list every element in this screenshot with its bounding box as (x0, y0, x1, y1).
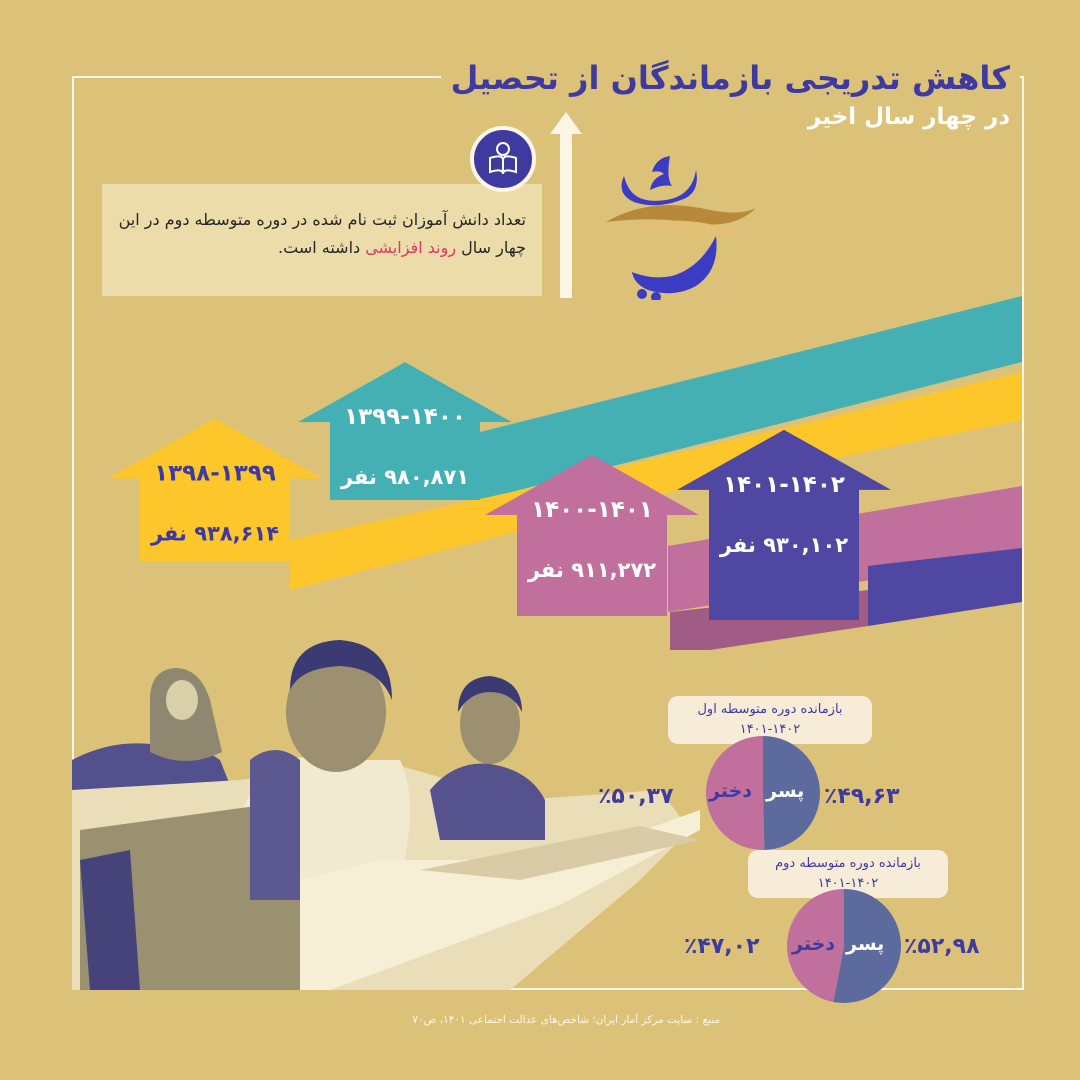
bar-value-label-1: ۹۳۸,۶۱۴ نفر (150, 521, 280, 546)
intro-text-part2: داشته است. (278, 238, 366, 257)
intro-text-part1: تعداد دانش آموزان ثبت نام شده در دوره متوسطه دوم در این چهار سال (118, 210, 526, 257)
bar-value-label-3: ۹۱۱,۲۷۲ نفر (527, 557, 657, 582)
pie1-label-girl: دختر (709, 780, 753, 802)
pie2-period: ۱۴۰۱-۱۴۰۲ (817, 876, 879, 891)
pie2-title: بازمانده دوره متوسطه دوم (775, 856, 921, 871)
classroom-photo (72, 640, 700, 990)
bar-period-label-2: ۱۳۹۹-۱۴۰۰ (344, 404, 466, 431)
intro-highlight: روند افزایشی (365, 238, 457, 257)
pie1-value-girl: ٪۵۰,۳۷ (598, 784, 674, 809)
source-note: منبع : سایت مرکز آمار ایران؛ شاخص‌های عدالت اجتماعی ۱۴۰۱، ص۷۰ (412, 1014, 720, 1026)
pie1-value-boy: ٪۴۹,۶۳ (824, 784, 900, 809)
pie2-label-boy: پسر (846, 933, 885, 955)
bar-period-label-3: ۱۴۰۰-۱۴۰۱ (531, 496, 653, 523)
pie2-value-boy: ٪۵۲,۹۸ (904, 934, 980, 959)
pie1-label-boy: پسر (766, 780, 805, 802)
page-title: کاهش تدریجی بازماندگان از تحصیل (450, 59, 1010, 97)
pie1-title: بازمانده دوره متوسطه اول (697, 702, 843, 717)
page-subtitle: در چهار سال اخیر (807, 104, 1010, 130)
pie1-period: ۱۴۰۱-۱۴۰۲ (739, 722, 801, 737)
bar-value-label-2: ۹۸۰,۸۷۱ نفر (340, 465, 470, 490)
bar-value-label-4: ۹۳۰,۱۰۲ نفر (719, 532, 849, 557)
bar-period-label-4: ۱۴۰۱-۱۴۰۲ (723, 471, 845, 498)
pie2-value-girl: ٪۴۷,۰۲ (684, 934, 760, 959)
bar-period-label-1: ۱۳۹۸-۱۳۹۹ (154, 460, 276, 487)
pie2-label-girl: دختر (792, 933, 836, 955)
